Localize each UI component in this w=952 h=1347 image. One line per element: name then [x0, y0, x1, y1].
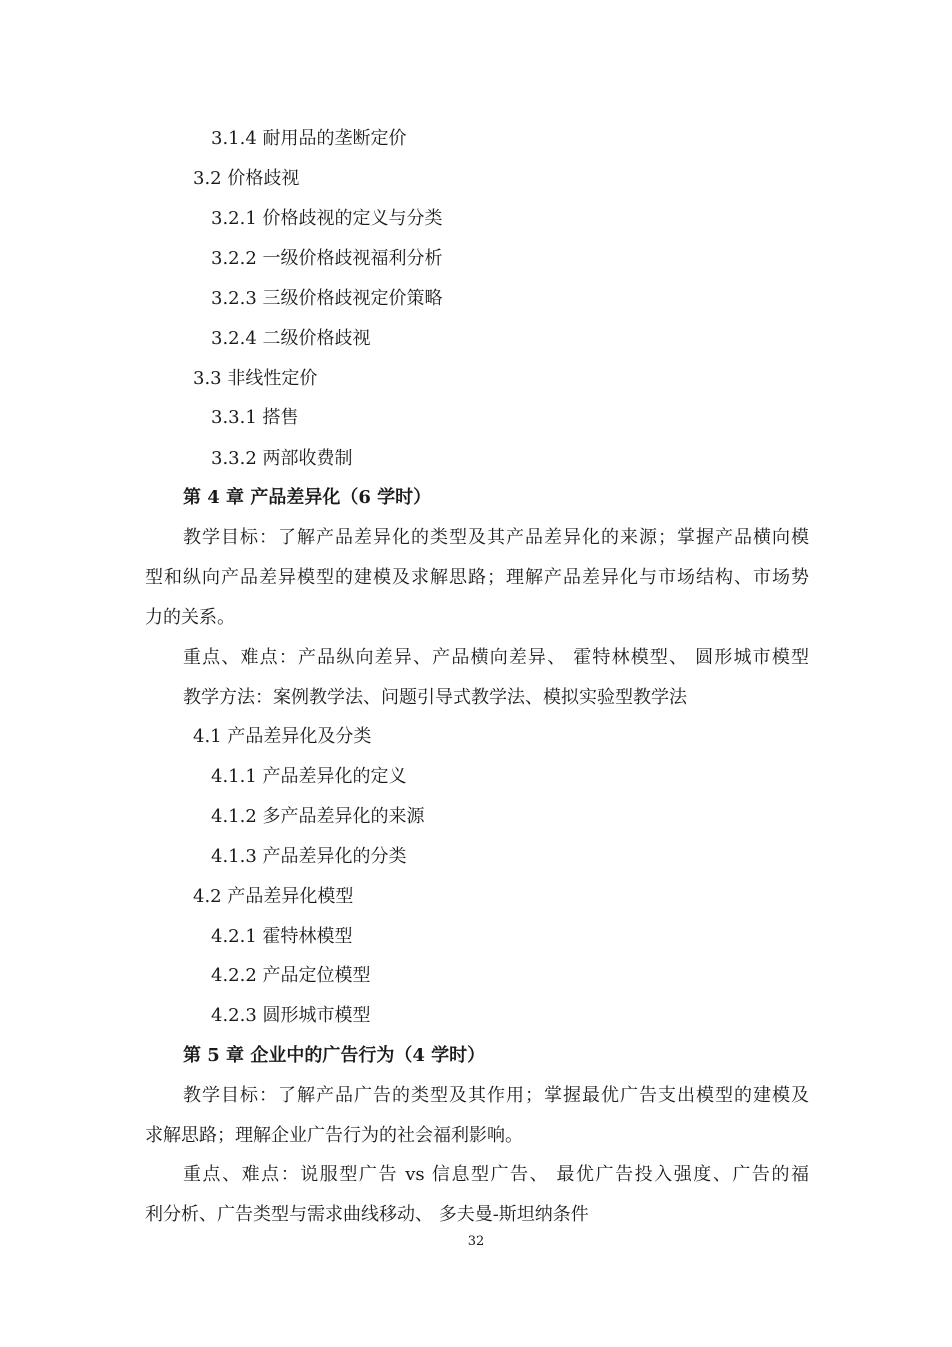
- chapter-4-goal-line-1: 教学目标：了解产品差异化的类型及其产品差异化的来源；掌握产品横向模: [183, 527, 809, 548]
- toc-item-4-1-2: 4.1.2 多产品差异化的来源: [211, 806, 425, 827]
- toc-item-4-1-1: 4.1.1 产品差异化的定义: [211, 766, 407, 787]
- toc-item-3-3-1: 3.3.1 搭售: [211, 407, 299, 428]
- chapter-5-goal-line-2: 求解思路；理解企业广告行为的社会福利影响。: [145, 1125, 523, 1146]
- toc-item-3-3-2: 3.3.2 两部收费制: [211, 448, 353, 469]
- chapter-5-key-points-line-1: 重点、难点：说服型广告 vs 信息型广告、 最优广告投入强度、广告的福: [183, 1164, 809, 1185]
- toc-item-3-2-4: 3.2.4 二级价格歧视: [211, 328, 371, 349]
- toc-item-3-1-4: 3.1.4 耐用品的垄断定价: [211, 128, 407, 149]
- toc-item-4-1-3: 4.1.3 产品差异化的分类: [211, 846, 407, 867]
- chapter-4-goal-line-3: 力的关系。: [145, 607, 235, 628]
- toc-item-4-2: 4.2 产品差异化模型: [193, 886, 354, 907]
- toc-item-4-2-1: 4.2.1 霍特林模型: [211, 926, 353, 947]
- toc-item-4-1: 4.1 产品差异化及分类: [193, 726, 372, 747]
- toc-item-3-2-2: 3.2.2 一级价格歧视福利分析: [211, 248, 443, 269]
- chapter-5-heading: 第 5 章 企业中的广告行为（4 学时）: [183, 1045, 486, 1066]
- chapter-4-key-points: 重点、难点：产品纵向差异、产品横向差异、 霍特林模型、 圆形城市模型: [183, 647, 809, 668]
- chapter-4-teaching-method: 教学方法：案例教学法、问题引导式教学法、模拟实验型教学法: [183, 687, 687, 708]
- chapter-5-goal-line-1: 教学目标：了解产品广告的类型及其作用；掌握最优广告支出模型的建模及: [183, 1085, 809, 1106]
- page-number: 32: [467, 1234, 485, 1249]
- chapter-4-goal-line-2: 型和纵向产品差异模型的建模及求解思路；理解产品差异化与市场结构、市场势: [145, 567, 809, 588]
- toc-item-3-2-3: 3.2.3 三级价格歧视定价策略: [211, 288, 443, 309]
- toc-item-3-2-1: 3.2.1 价格歧视的定义与分类: [211, 208, 443, 229]
- toc-item-3-2: 3.2 价格歧视: [193, 168, 300, 189]
- chapter-4-heading: 第 4 章 产品差异化（6 学时）: [183, 487, 432, 508]
- toc-item-3-3: 3.3 非线性定价: [193, 368, 318, 389]
- toc-item-4-2-3: 4.2.3 圆形城市模型: [211, 1005, 371, 1026]
- toc-item-4-2-2: 4.2.2 产品定位模型: [211, 965, 371, 986]
- chapter-5-key-points-line-2: 利分析、广告类型与需求曲线移动、 多夫曼-斯坦纳条件: [145, 1204, 589, 1225]
